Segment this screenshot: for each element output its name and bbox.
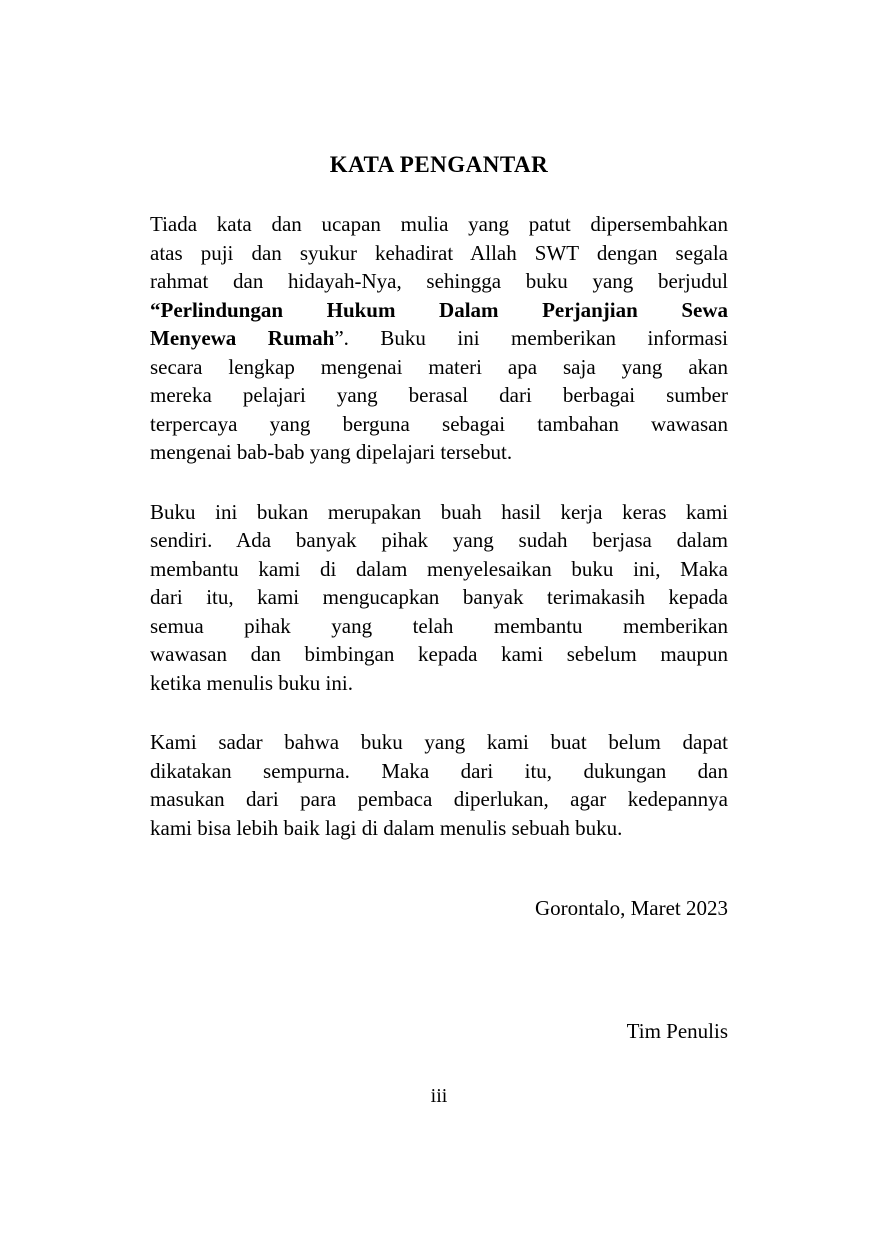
text-line (150, 296, 728, 325)
text-line: kami bisa lebih baik lagi di dalam menulis sebuah buku. (150, 815, 623, 840)
book-title-bold: “Perlindungan Hukum Dalam Perjanjian Sewa (150, 297, 728, 322)
signature-place-date: Gorontalo, Maret 2023 (534, 896, 728, 920)
page-title: KATA PENGANTAR (329, 152, 549, 177)
text-line (150, 324, 728, 353)
text-line: masukan dari para pembaca diperlukan, agar kedepannya (150, 787, 728, 811)
text-line: sendiri. Ada banyak pihak yang sudah berjasa dalam (150, 528, 728, 552)
text-line: semua pihak yang telah membantu memberikan (150, 613, 728, 638)
text-line: mereka pelajari yang berasal dari berbagai sumber (150, 383, 728, 407)
page-number: iii (430, 1085, 448, 1107)
text-line: Tiada kata dan ucapan mulia yang patut dipersembahkan (150, 212, 728, 236)
text-run: ”. Buku ini memberikan informasi (334, 326, 728, 350)
text-line: Buku ini bukan merupakan buah hasil kerja keras kami (150, 499, 728, 524)
paragraph-1 (150, 210, 728, 467)
text-line: Kami sadar bahwa buku yang kami buat belum dapat (150, 730, 728, 754)
paragraph-2 (150, 498, 728, 698)
text-line: mengenai bab-bab yang dipelajari tersebut. (150, 440, 513, 464)
text-line: rahmat dan hidayah-Nya, sehingga buku yang berjudul (150, 269, 728, 293)
text-line: atas puji dan syukur kehadirat Allah SWT dengan segala (150, 240, 728, 265)
signature-block (150, 894, 728, 1045)
signature-author: Tim Penulis (626, 1018, 728, 1043)
text-line: ketika menulis buku ini. (150, 670, 353, 695)
text-line: dari itu, kami mengucapkan banyak terimakasih kepada (150, 585, 728, 609)
text-line: terpercaya yang berguna sebagai tambahan wawasan (150, 411, 728, 436)
page-content (150, 150, 728, 1111)
text-line: dikatakan sempurna. Maka dari itu, dukungan dan (150, 758, 728, 783)
text-line: secara lengkap mengenai materi apa saja yang akan (150, 354, 728, 379)
book-title-bold: Menyewa Rumah (150, 326, 335, 350)
paragraph-3 (150, 728, 728, 842)
text-line: membantu kami di dalam menyelesaikan buku ini, Maka (150, 556, 728, 581)
text-line: wawasan dan bimbingan kepada kami sebelum maupun (150, 642, 728, 666)
